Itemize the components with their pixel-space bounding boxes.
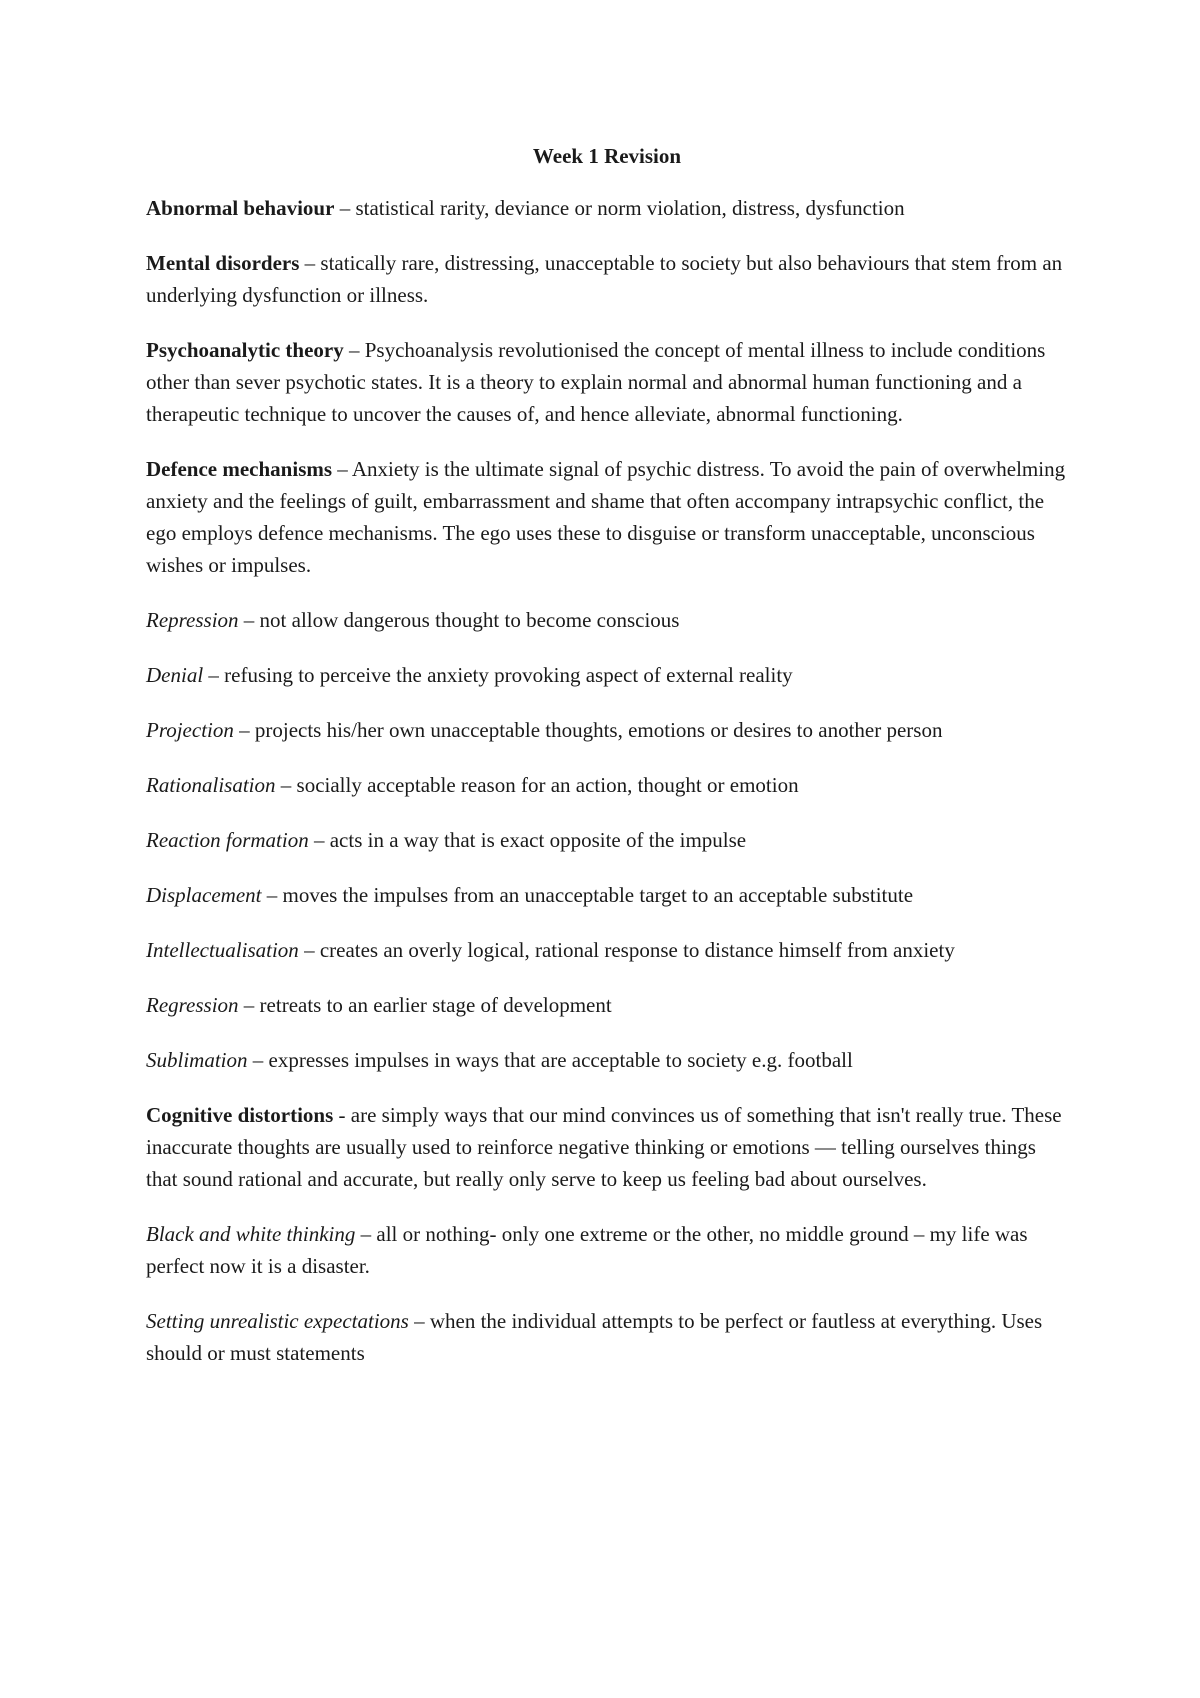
definition-psychoanalytic-theory bbox=[146, 334, 1068, 430]
document-page bbox=[146, 140, 1068, 1392]
definition-text: retreats to an earlier stage of development bbox=[259, 993, 612, 1017]
term: Defence mechanisms bbox=[146, 457, 333, 481]
definition-text: all or nothing- only one extreme or the other, no middle ground – my life was perfect now it is a disaster. bbox=[146, 1222, 1028, 1278]
term: Cognitive distortions bbox=[146, 1103, 334, 1127]
term: Rationalisation bbox=[146, 773, 276, 797]
term: Regression bbox=[146, 993, 239, 1017]
definition-regression bbox=[146, 989, 1068, 1021]
definition-text: statistical rarity, deviance or norm violation, distress, dysfunction bbox=[355, 196, 905, 220]
definition-cognitive-distortions bbox=[146, 1099, 1068, 1195]
definition-black-and-white-thinking bbox=[146, 1218, 1068, 1282]
definition-setting-unrealistic-expectations bbox=[146, 1305, 1068, 1369]
separator: - bbox=[333, 1103, 351, 1127]
definition-reaction-formation bbox=[146, 824, 1068, 856]
definition-displacement bbox=[146, 879, 1068, 911]
separator: – bbox=[308, 828, 330, 852]
term: Sublimation bbox=[146, 1048, 248, 1072]
term: Mental disorders bbox=[146, 251, 300, 275]
separator: – bbox=[334, 196, 356, 220]
definition-repression bbox=[146, 604, 1068, 636]
definition-mental-disorders bbox=[146, 247, 1068, 311]
term: Projection bbox=[146, 718, 234, 742]
term: Intellectualisation bbox=[146, 938, 299, 962]
definition-text: socially acceptable reason for an action, thought or emotion bbox=[296, 773, 799, 797]
separator: – bbox=[238, 608, 260, 632]
document-title: Week 1 Revision bbox=[532, 144, 682, 168]
separator: – bbox=[261, 883, 283, 907]
separator: – bbox=[299, 251, 321, 275]
term: Displacement bbox=[146, 883, 262, 907]
separator: – bbox=[275, 773, 297, 797]
term: Psychoanalytic theory bbox=[146, 338, 344, 362]
term: Abnormal behaviour bbox=[146, 196, 335, 220]
definition-text: acts in a way that is exact opposite of the impulse bbox=[329, 828, 747, 852]
definition-intellectualisation bbox=[146, 934, 1068, 966]
term: Black and white thinking bbox=[146, 1222, 356, 1246]
definition-text: Anxiety is the ultimate signal of psychic distress. To avoid the pain of overwhelming anxiety and the feelings of guilt, embarrassment and shame that often accompany intrapsychic conflict, the ego employs defence mechanisms. The ego uses these to disguise or transform unacceptable, unconscious wishes or impulses. bbox=[146, 457, 1066, 577]
definition-text: Psychoanalysis revolutionised the concept of mental illness to include conditions other than sever psychotic states. It is a theory to explain normal and abnormal human functioning and a therapeutic technique to uncover the causes of, and hence alleviate, abnormal functioning. bbox=[146, 338, 1046, 426]
separator: – bbox=[233, 718, 255, 742]
definition-defence-mechanisms bbox=[146, 453, 1068, 581]
definition-text: when the individual attempts to be perfect or fautless at everything. Uses should or must statements bbox=[146, 1309, 1043, 1365]
term: Repression bbox=[146, 608, 239, 632]
definition-projection bbox=[146, 714, 1068, 746]
definition-text: expresses impulses in ways that are acceptable to society e.g. football bbox=[268, 1048, 853, 1072]
separator: – bbox=[298, 938, 320, 962]
separator: – bbox=[408, 1309, 430, 1333]
definition-denial bbox=[146, 659, 1068, 691]
term: Setting unrealistic expectations bbox=[146, 1309, 409, 1333]
definition-text: statically rare, distressing, unacceptable to society but also behaviours that stem from an underlying dysfunction or illness. bbox=[146, 251, 1063, 307]
definition-text: moves the impulses from an unacceptable target to an acceptable substitute bbox=[282, 883, 914, 907]
separator: – bbox=[355, 1222, 377, 1246]
separator: – bbox=[332, 457, 352, 481]
definition-sublimation bbox=[146, 1044, 1068, 1076]
definition-text: creates an overly logical, rational response to distance himself from anxiety bbox=[319, 938, 955, 962]
separator: – bbox=[247, 1048, 269, 1072]
definition-text: projects his/her own unacceptable thoughts, emotions or desires to another person bbox=[254, 718, 943, 742]
term: Denial bbox=[146, 663, 204, 687]
definition-text: are simply ways that our mind convinces us of something that isn't really true. These inaccurate thoughts are usually used to reinforce negative thinking or emotions — telling ourselves things that sound rational and accurate, but really only serve to keep us feeling bad about ourselves. bbox=[146, 1103, 1062, 1191]
term: Reaction formation bbox=[146, 828, 309, 852]
separator: – bbox=[343, 338, 365, 362]
definition-rationalisation bbox=[146, 769, 1068, 801]
definition-text: refusing to perceive the anxiety provoking aspect of external reality bbox=[224, 663, 793, 687]
separator: – bbox=[238, 993, 260, 1017]
separator: – bbox=[203, 663, 225, 687]
definition-abnormal-behaviour bbox=[146, 192, 1068, 224]
definition-text: not allow dangerous thought to become conscious bbox=[259, 608, 680, 632]
